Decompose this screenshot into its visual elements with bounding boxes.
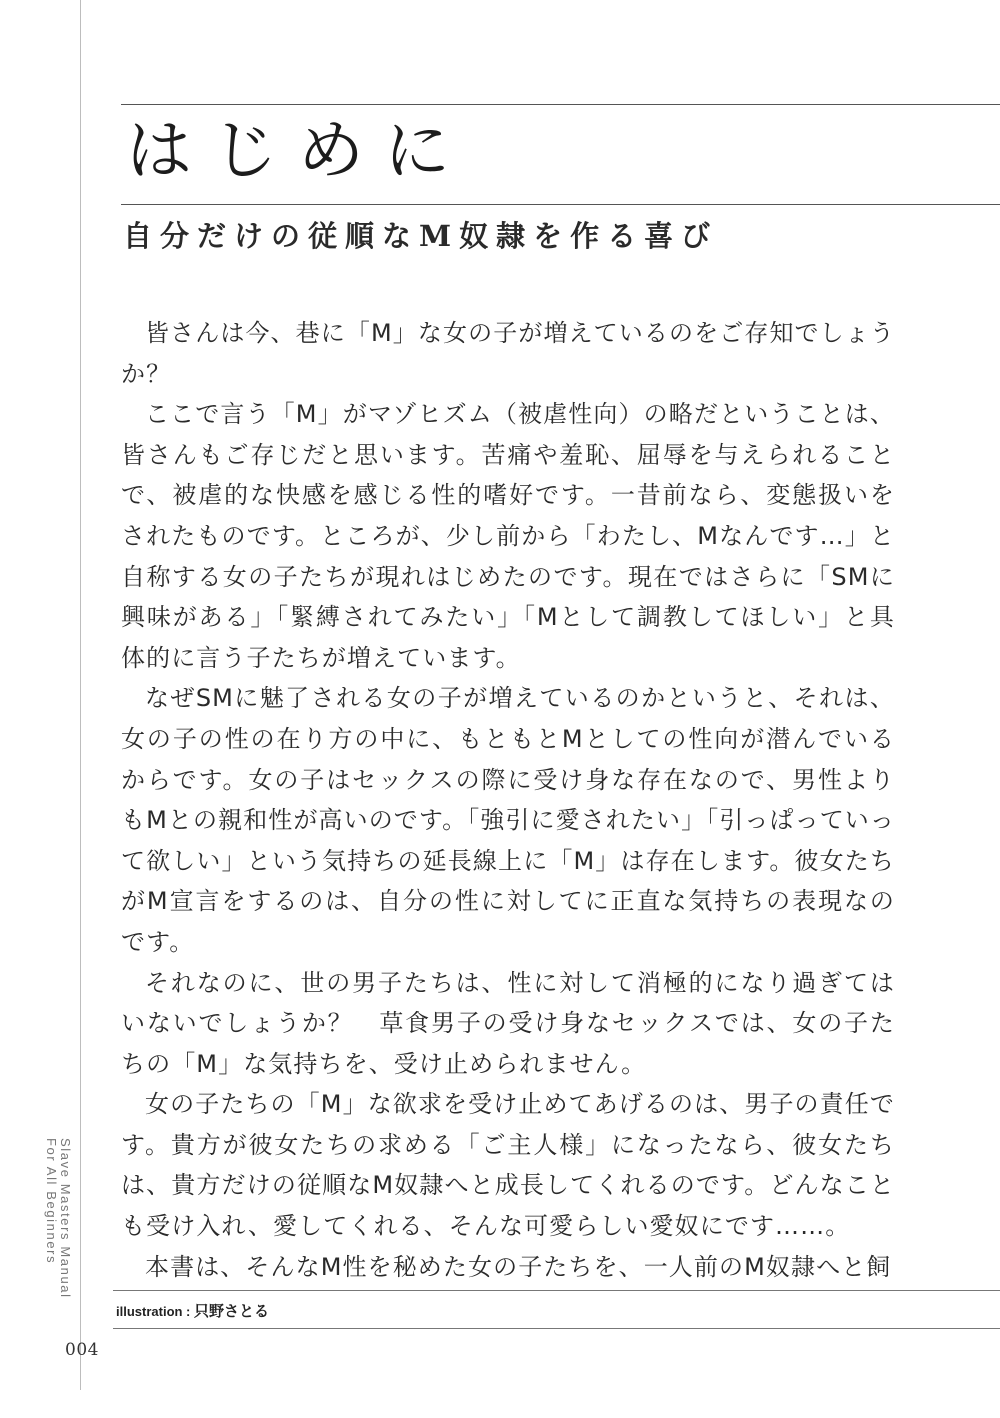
paragraph: 女の子たちの「M」な欲求を受け止めてあげるのは、男子の責任です。貴方が彼女たちの求める「ご主人様」になったなら、彼女たちは、貴方だけの従順なM奴隷へと成長してくれるのです。どんなことも受け入れ、愛してくれる、そんな可愛らしい愛奴にです……。 xyxy=(121,1090,895,1241)
illustration-credit xyxy=(116,1300,269,1321)
paragraph: なぜSMに魅了される女の子が増えているのかというと、それは、女の子の性の在り方の中に、もともとMとしての性向が潜んでいるからです。女の子はセックスの際に受け身な存在なので、男性よりもMとの親和性が高いのです。「強引に愛されたい」「引っぱっていって欲しい」という気持ちの延長線上に「M」は存在します。彼女たちがM宣言をするのは、自分の性に対してに正直な気持ちの表現なのです。 xyxy=(121,684,895,956)
page-subtitle: 自分だけの従順なM奴隷を作る喜び xyxy=(123,219,719,253)
footer-top-rule xyxy=(113,1290,1000,1291)
side-book-title-text xyxy=(44,1138,72,1299)
side-book-title xyxy=(44,1138,74,1328)
paragraph: ここで言う「M」がマゾヒズム（被虐性向）の略だということは、皆さんもご存じだと思います。苦痛や羞恥、屈辱を与えられることで、被虐的な快感を感じる性的嗜好です。一昔前なら、変態扱いをされたものです。ところが、少し前から「わたし、Mなんです…」と自称する女の子たちが現れはじめたのです。現在ではさらに「SMに興味がある」「緊縛されてみたい」「Mとして調教してほしい」と具体的に言う子たちが増えています。 xyxy=(121,400,895,672)
paragraph: それなのに、世の男子たちは、性に対して消極的になり過ぎてはいないでしょうか？ 草食男子の受け身なセックスでは、女の子たちの「M」な気持ちを、受け止められません。 xyxy=(121,968,895,1078)
title-bottom-rule xyxy=(121,204,1000,205)
side-title-line1: Slave Masters Manual xyxy=(58,1138,73,1299)
credit-name: 只野さとる xyxy=(194,1303,270,1320)
page-title: はじめに xyxy=(126,112,470,189)
title-top-rule xyxy=(121,104,1000,105)
margin-rule xyxy=(80,0,81,1390)
paragraph: 本書は、そんなM性を秘めた女の子たちを、一人前のM奴隷へと飼 xyxy=(145,1252,892,1281)
footer-bottom-rule xyxy=(113,1328,1000,1329)
body-text xyxy=(121,313,895,1287)
credit-label: illustration : xyxy=(116,1304,194,1319)
paragraph: 皆さんは今、巷に「M」な女の子が増えているのをご存知でしょうか？ xyxy=(121,319,895,388)
side-title-line2: For All Beginners xyxy=(44,1138,59,1265)
page-number: 004 xyxy=(65,1340,99,1360)
